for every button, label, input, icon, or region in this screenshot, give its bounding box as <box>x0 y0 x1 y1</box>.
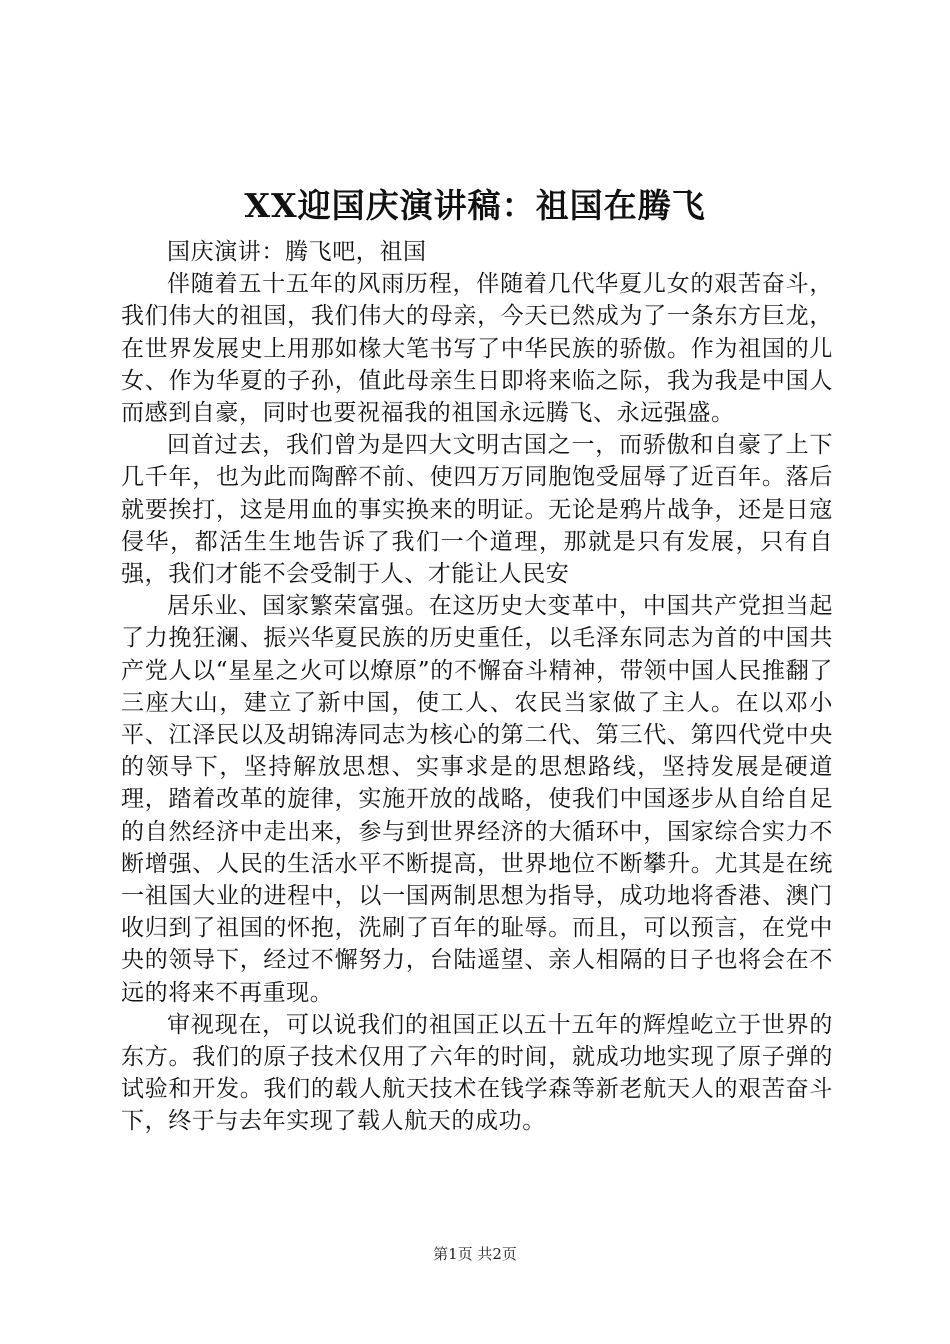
document-body <box>121 236 833 1138</box>
body-paragraph-2: 回首过去，我们曾为是四大文明古国之一，而骄傲和自豪了上下几千年，也为此而陶醉不前、使四万万同胞饱受屈辱了近百年。落后就要挨打，这是用血的事实换来的明证。无论是鸦片战争，还是日寇侵华，都活生生地告诉了我们一个道理，那就是只有发展，只有自强，我们才能不会受制于人、才能让人民安 <box>121 432 833 588</box>
document-title: XX迎国庆演讲稿：祖国在腾飞 <box>244 186 706 225</box>
body-paragraph-1: 伴随着五十五年的风雨历程，伴随着几代华夏儿女的艰苦奋斗，我们伟大的祖国，我们伟大的母亲，今天已然成为了一条东方巨龙，在世界发展史上用那如椽大笔书写了中华民族的骄傲。作为祖国的儿女、作为华夏的子孙，值此母亲生日即将来临之际，我为我是中国人而感到自豪，同时也要祝福我的祖国永远腾飞、永远强盛。 <box>121 271 833 427</box>
page-number-footer: 第1页 共2页 <box>433 1245 517 1263</box>
speech-subtitle-paragraph: 国庆演讲：腾飞吧，祖国 <box>167 239 427 265</box>
body-paragraph-4: 审视现在，可以说我们的祖国正以五十五年的辉煌屹立于世界的东方。我们的原子技术仅用了六年的时间，就成功地实现了原子弹的试验和开发。我们的载人航天技术在钱学森等新老航天人的艰苦奋斗下，终于与去年实现了载人航天的成功。 <box>121 1011 833 1135</box>
body-paragraph-3: 居乐业、国家繁荣富强。在这历史大变革中，中国共产党担当起了力挽狂澜、振兴华夏民族的历史重任，以毛泽东同志为首的中国共产党人以“星星之火可以燎原”的不懈奋斗精神，带领中国人民推翻了三座大山，建立了新中国，使工人、农民当家做了主人。在以邓小平、江泽民以及胡锦涛同志为核心的第二代、第三代、第四代党中央的领导下，坚持解放思想、实事求是的思想路线，坚持发展是硬道理，踏着改革的旋律，实施开放的战略，使我们中国逐步从自给自足的自然经济中走出来，参与到世界经济的大循环中，国家综合实力不断增强、人民的生活水平不断提高，世界地位不断攀升。尤其是在统一祖国大业的进程中，以一国两制思想为指导，成功地将香港、澳门收归到了祖国的怀抱，洗刷了百年的耻辱。而且，可以预言，在党中央的领导下，经过不懈努力，台陆遥望、亲人相隔的日子也将会在不远的将来不再重现。 <box>121 593 833 1006</box>
